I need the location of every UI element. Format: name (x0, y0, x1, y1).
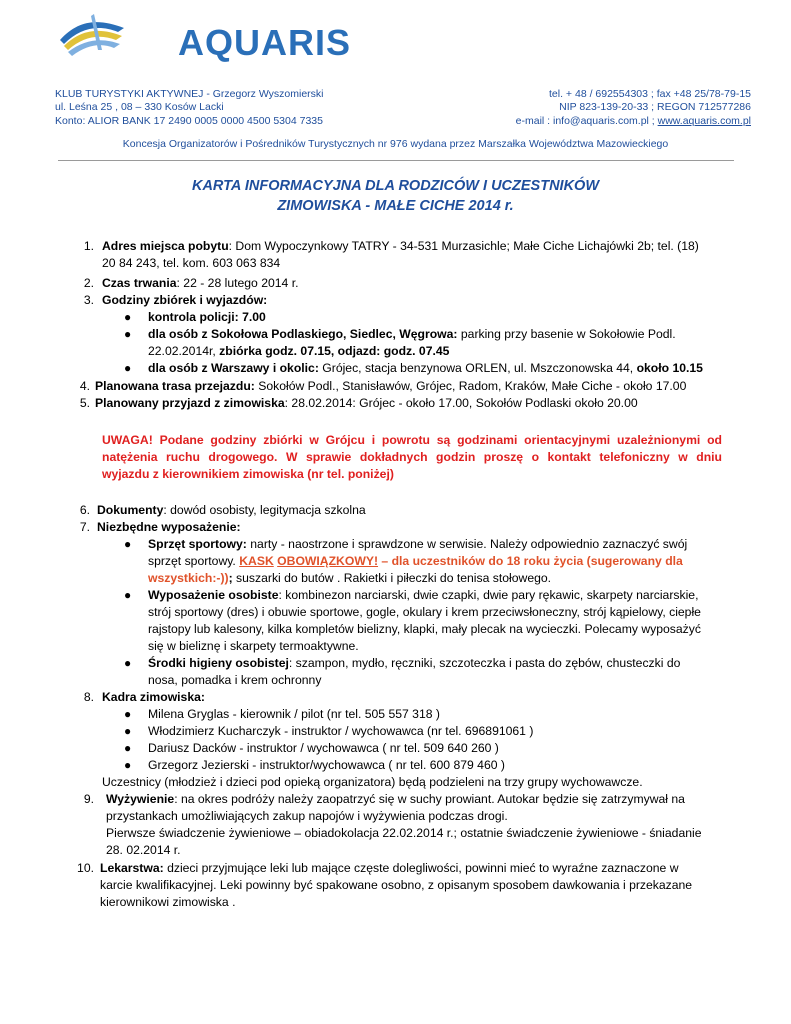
schedule-time: około 10.15 (636, 361, 703, 375)
age-warning: wszystkich:-)) (148, 571, 229, 585)
equipment-text: nosa, pomadka i krem ochronny (148, 673, 322, 687)
schedule-text: Grójec, stacja benzynowa ORLEN, ul. Mszczonowska 44, (318, 361, 637, 375)
item-label: Czas trwania (102, 276, 177, 290)
groups-note: Uczestnicy (młodzież i dzieci pod opieką organizatora) będą podzieleni na trzy grupy wychowawcze. (102, 775, 643, 789)
item-label (102, 689, 205, 705)
staff-member: Włodzimierz Kucharczyk - instruktor / wychowawca (nr tel. 696891061 ) (148, 724, 534, 738)
item-medicine (100, 860, 679, 876)
website-link[interactable]: www.aquaris.com.pl (657, 114, 751, 127)
item-text: : 28.02.2014: Grójec - około 17.00, Sokołów Podlaski około 20.00 (284, 396, 638, 410)
equipment-sport-line3 (148, 570, 551, 586)
item-label: Dokumenty (97, 503, 164, 517)
item-text: : dowód osobisty, legitymacja szkolna (163, 503, 366, 517)
item-number: 10. (77, 861, 94, 875)
item-number: 2. (83, 276, 94, 290)
item-label (97, 519, 241, 535)
item-text: 28. 02.2014 r. (106, 843, 181, 857)
item-text: 20 84 243, tel. kom. 603 063 834 (102, 256, 281, 270)
equipment-label: Sprzęt sportowy: (148, 537, 247, 551)
equipment-hygiene (148, 655, 680, 671)
item-text: : na okres podróży należy zaopatrzyć się w suchy prowiant. Autokar będzie się zatrzymywał na (174, 792, 685, 806)
item-text: Sokołów Podl., Stanisławów, Grójec, Radom, Kraków, Małe Ciche - około 17.00 (254, 379, 687, 393)
staff-member: Dariusz Dacków - instruktor / wychowawca ( nr tel. 509 640 260 ) (148, 741, 499, 755)
equipment-label: Środki higieny osobistej (148, 656, 289, 670)
bullet-icon: ● (124, 707, 132, 721)
schedule-text: kontrola policji: 7.00 (148, 310, 266, 324)
equipment-text: : kombinezon narciarski, dwie czapki, dwie pary rękawic, skarpety narciarskie, (278, 588, 699, 602)
mandatory-warning: OBOWIĄZKOWY! (277, 554, 379, 568)
equipment-sport (148, 536, 752, 552)
item-text: : 22 - 28 lutego 2014 r. (176, 276, 299, 290)
warning-line-2: natężenia ruchu drogowego. W sprawie dokładnych godzin proszę o kontakt telefoniczny w dniu (102, 450, 722, 464)
bullet-icon: ● (124, 310, 132, 324)
bank-account: Konto: ALIOR BANK 17 2490 0005 0000 4500 5304 7335 (55, 114, 323, 127)
item-text: karcie kwalifikacyjnej. Leki powinny być spakowane osobno, z opisanym sposobem dawkowania i przekazane (100, 878, 693, 892)
equipment-personal (148, 587, 698, 603)
schedule-sokolow (148, 326, 752, 342)
equipment-text: suszarki do butów . Rakietki i piłeczki do tenisa stołowego. (232, 571, 552, 585)
item-route (95, 378, 686, 394)
schedule-sokolow-line2 (148, 343, 449, 359)
helmet-warning: KASK (239, 554, 274, 568)
phone-fax: tel. + 48 / 692554303 ; fax +48 25/78-79-15 (549, 88, 751, 100)
bullet-icon: ● (124, 656, 132, 670)
item-label: Lekarstwa: (100, 861, 164, 875)
item-text: Pierwsze świadczenie żywieniowe – obiadokolacja 22.02.2014 r.; ostatnie świadczenie żywieniowe - śniadanie (106, 826, 702, 840)
koncesja-line: Koncesja Organizatorów i Pośredników Turystycznych nr 976 wydana przez Marszałka Województwa Mazowieckiego (122, 138, 669, 150)
item-label-text: Godziny zbiórek i wyjazdów: (102, 293, 268, 307)
document-title (0, 176, 791, 216)
item-number: 7. (79, 520, 90, 534)
item-text: przystankach umożliwiających zakup napojów i wyżywienia podczas drogi. (106, 809, 508, 823)
warning-line-1: UWAGA! Podane godziny zbiórki w Grójcu i powrotu są godzinami orientacyjnymi uzależnionymi od (102, 433, 722, 447)
logo-text: AQUARIS (178, 22, 352, 63)
company-name: KLUB TURYSTYKI AKTYWNEJ - Grzegorz Wyszomierski (55, 88, 324, 100)
item-label (102, 292, 267, 308)
email-website-line (391, 115, 751, 128)
logo-wave-icon (58, 10, 128, 62)
item-label: Planowany przyjazd z zimowiska (95, 396, 285, 410)
title-line-1: KARTA INFORMACYJNA DLA RODZICÓW I UCZESTNIKÓW (191, 178, 600, 194)
item-label-text: Kadra zimowiska: (102, 690, 205, 704)
equipment-sport-line2 (148, 553, 752, 569)
item-text: kierownikowi zimowiska . (100, 895, 236, 909)
bullet-icon: ● (124, 741, 132, 755)
bullet-icon: ● (124, 758, 132, 772)
item-label-text: Niezbędne wyposażenie: (97, 520, 241, 534)
bullet-icon: ● (124, 724, 132, 738)
header-divider (58, 160, 734, 161)
staff-member: Milena Gryglas - kierownik / pilot (nr tel. 505 557 318 ) (148, 707, 440, 721)
schedule-text: parking przy basenie w Sokołowie Podl. (457, 327, 676, 341)
bullet-icon: ● (124, 361, 132, 375)
item-number: 1. (83, 239, 94, 253)
item-number: 4. (79, 379, 90, 393)
company-address: ul. Leśna 25 , 08 – 330 Kosów Lacki (55, 101, 224, 114)
contact-info (391, 88, 751, 128)
equipment-label: Wyposażenie osobiste (148, 588, 279, 602)
bullet-icon: ● (124, 588, 132, 602)
item-label: Planowana trasa przejazdu: (95, 379, 255, 393)
item-number: 5. (79, 396, 90, 410)
company-info (55, 88, 415, 128)
equipment-text: sprzęt sportowy. (148, 554, 240, 568)
schedule-warszawa (148, 360, 703, 376)
item-number: 9. (83, 792, 94, 806)
item-label: Adres miejsca pobytu (102, 239, 229, 253)
item-dates (102, 275, 298, 291)
item-number: 8. (83, 690, 94, 704)
punctuation: ; (228, 571, 233, 585)
aquaris-logo (58, 10, 352, 63)
schedule-label: dla osób z Warszawy i okolic: (148, 361, 319, 375)
nip-regon: NIP 823-139-20-33 ; REGON 712577286 (559, 101, 751, 114)
equipment-text: narty - naostrzone i sprawdzone w serwisie. Należy odpowiednio zaznaczyć swój (246, 537, 688, 551)
item-address (102, 238, 752, 254)
item-number: 6. (79, 503, 90, 517)
item-documents (97, 502, 366, 518)
email-text: e-mail : info@aquaris.com.pl ; (515, 114, 658, 127)
equipment-text: rajstopy lub kalesony, kilka kompletów bielizny, klapki, mały plecak na wycieczki. Polecamy wyposażyć (148, 622, 701, 636)
item-food (106, 791, 685, 807)
bullet-icon: ● (124, 327, 132, 341)
schedule-text: 22.02.2014r, (148, 344, 220, 358)
staff-member: Grzegorz Jezierski - instruktor/wychowawca ( nr tel. 600 879 460 ) (148, 758, 505, 772)
equipment-text: się w bieliznę i skarpety termoaktywne. (148, 639, 359, 653)
age-warning: – dla uczestników do 18 roku życia (sugerowany dla (378, 554, 683, 568)
schedule-time: zbiórka godz. 07.15, odjazd: godz. 07.45 (219, 344, 450, 358)
equipment-text: : szampon, mydło, ręczniki, szczoteczka i pasta do zębów, chusteczki do (288, 656, 681, 670)
equipment-text: strój sportowy (dres) i obuwie sportowe, gogle, okulary i krem przeciwsłoneczny, strój kąpielowy, ciepłe (148, 605, 701, 619)
bullet-icon: ● (124, 537, 132, 551)
schedule-label: dla osób z Sokołowa Podlaskiego, Siedlec, Węgrowa: (148, 327, 458, 341)
item-text: dzieci przyjmujące leki lub mające częste dolegliwości, powinni mieć to wyraźne zaznaczone w (163, 861, 679, 875)
warning-line-3: wyjazdu z kierownikiem zimowiska (nr tel. poniżej) (102, 467, 394, 481)
item-number: 3. (83, 293, 94, 307)
item-label: Wyżywienie (106, 792, 175, 806)
schedule-police (148, 309, 266, 325)
title-line-2: ZIMOWISKA - MAŁE CICHE 2014 r. (277, 198, 514, 214)
item-text: : Dom Wypoczynkowy TATRY - 34-531 Murzasichle; Małe Ciche Lichajówki 2b; tel. (18) (228, 239, 699, 253)
item-return (95, 395, 638, 411)
